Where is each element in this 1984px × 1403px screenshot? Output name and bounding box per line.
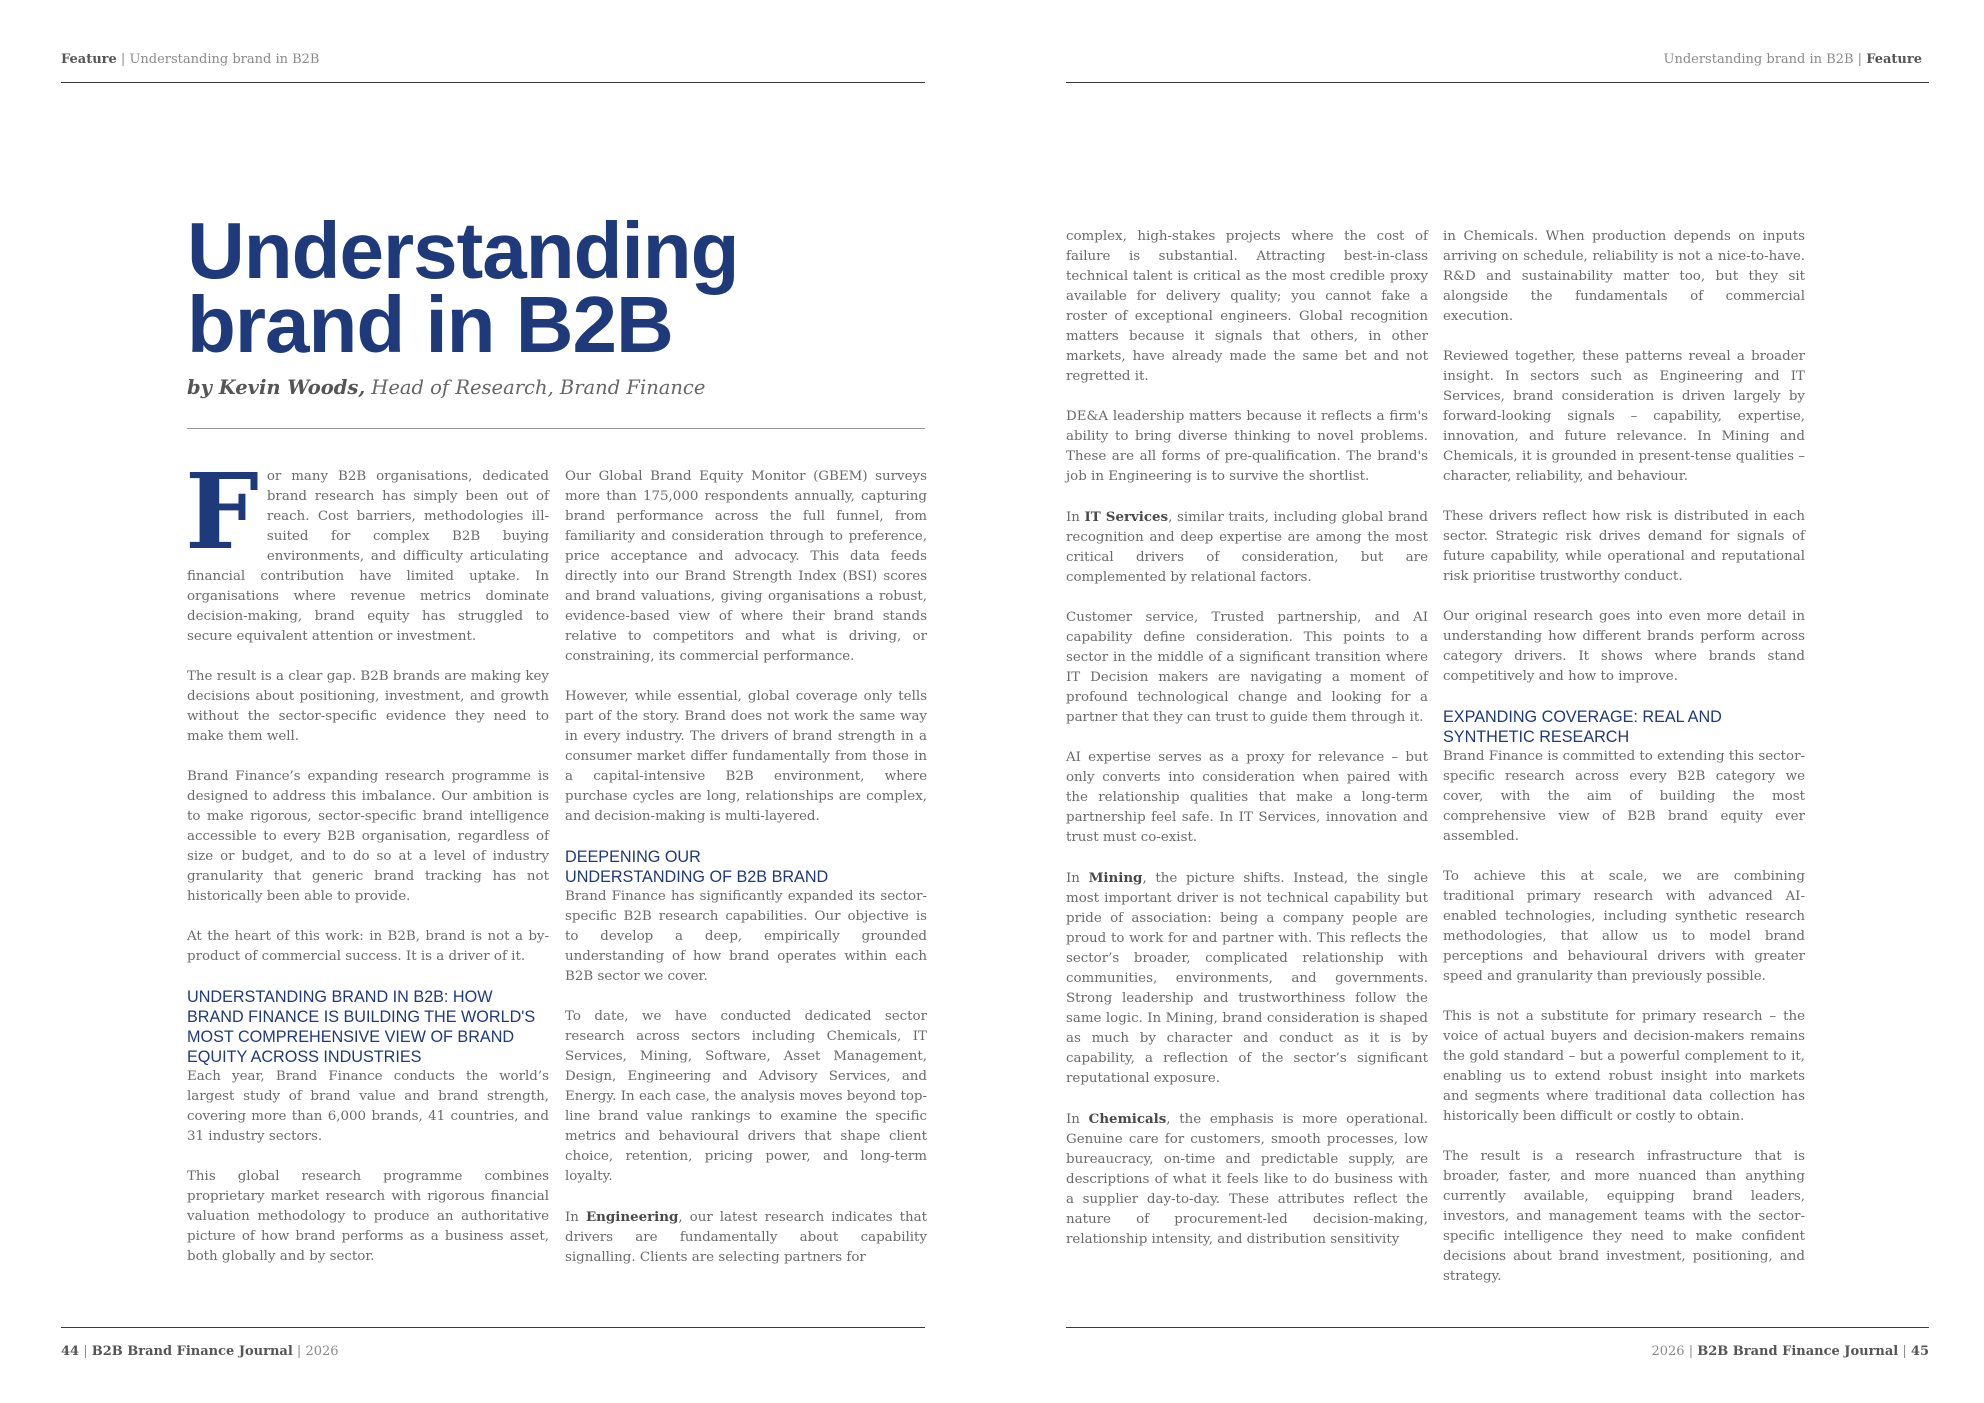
sector-name: Mining [1088, 870, 1143, 886]
paragraph: DE&A leadership matters because it reflects a firm's ability to bring diverse thinking to novel problems. These are all forms of pre-qualification. The brand's job in Engineering is to survive the shortlist. [1066, 409, 1428, 484]
page-number-left: 44 [61, 1344, 80, 1359]
paragraph: Reviewed together, these patterns reveal a broader insight. In sectors such as Engineering and IT Services, brand consideration is driven largely by forward-looking signals – capability, expertise, innovation, and future relevance. In Mining and Chemicals, it is grounded in present-tense qualities – character, reliability, and behaviour. [1443, 349, 1805, 484]
paragraph [1066, 868, 1428, 1089]
paragraph: This global research programme combines proprietary market research with rigorous financial valuation methodology to produce an authoritative picture of how brand performs as a business asset, both globally and by sector. [187, 1169, 549, 1264]
footer-right: 2026 | B2B Brand Finance Journal | 45 [1651, 1344, 1929, 1359]
paragraph: Brand Finance has significantly expanded its sector-specific B2B research capabilities. Our objective is to develop a deep, empirically grounded understanding of how brand operates within each B2B sector we cover. [565, 889, 927, 984]
paragraph-lead: In [1066, 1112, 1089, 1127]
paragraph-body: , our latest research indicates that drivers are fundamentally about capability signalling. Clients are selecting partners for [565, 1210, 928, 1265]
journal-name-right: B2B Brand Finance Journal [1697, 1344, 1899, 1359]
drop-cap: F [185, 450, 259, 573]
paragraph: complex, high-stakes projects where the cost of failure is substantial. Attracting best-in-class technical talent is critical as the most credible proxy available for delivery quality; you cannot fake a roster of exceptional engineers. Global recognition matters because it signals that others, in other markets, have already made the same bet and not regretted it. [1066, 229, 1428, 384]
paragraph: To achieve this at scale, we are combining traditional primary research with advanced AI-enabled technologies, including synthetic research methodologies, that allow us to model brand perceptions and behavioural drivers with greater speed and granularity than previously possible. [1443, 869, 1805, 984]
footer-year-right: 2026 [1651, 1344, 1685, 1359]
header-title-left: Understanding brand in B2B [129, 52, 320, 67]
section-heading-line-2: UNDERSTANDING OF B2B BRAND [565, 868, 829, 886]
paragraph: These drivers reflect how risk is distributed in each sector. Strategic risk drives demand for signals of future capability, while operational and reputational risk prioritise trustworthy conduct. [1443, 509, 1805, 584]
journal-name-left: B2B Brand Finance Journal [91, 1344, 293, 1359]
footer-left: 44 | B2B Brand Finance Journal | 2026 [61, 1344, 339, 1359]
paragraph-lead: In [565, 1210, 586, 1225]
paragraph: The result is a clear gap. B2B brands are making key decisions about positioning, investment, and growth without the sector-specific evidence they need to make them well. [187, 669, 549, 744]
title-line-2: brand in B2B [187, 280, 673, 369]
header-rule-right [1066, 82, 1929, 83]
section-heading: EXPANDING COVERAGE: REAL AND SYNTHETIC RESEARCH [1443, 708, 1722, 746]
article-title [187, 206, 787, 369]
section-heading-line-1: DEEPENING OUR [565, 848, 701, 866]
paragraph: AI expertise serves as a proxy for relevance – but only converts into consideration when paired with the relationship qualities that make a long-term partnership feel safe. In IT Services, innovation and trust must co-exist. [1066, 750, 1428, 845]
running-header-left: Feature | Understanding brand in B2B [61, 52, 320, 67]
paragraph: To date, we have conducted dedicated sector research across sectors including Chemicals, IT Services, Mining, Software, Asset Management, Design, Engineering and Advisory Services, and Energy. In each case, the analysis moves beyond top-line brand value rankings to examine the specific metrics and behavioural drivers that shape client choice, retention, pricing power, and long-term loyalty. [565, 1009, 927, 1184]
paragraph: Customer service, Trusted partnership, and AI capability define consideration. This points to a sector in the middle of a significant transition where IT Decision makers are navigating a moment of profound technological change and looking for a partner that they can trust to guide them through it. [1066, 610, 1428, 725]
byline-role: Head of Research, Brand Finance [365, 376, 706, 399]
running-header-right: Understanding brand in B2B | Feature [1663, 52, 1922, 67]
paragraph: Brand Finance is committed to extending this sector-specific research across every B2B category we cover, with the aim of building the most comprehensive view of B2B brand equity ever assembled. [1443, 749, 1805, 844]
paragraph [1066, 1109, 1428, 1250]
paragraph-body: , the picture shifts. Instead, the single most important driver is not technical capability but pride of association: being a company people are proud to work for and partner with. This reflects the sector’s broader, complicated relationship with communities, environments, and governments. Strong leadership and trustworthiness follow the same logic. In Mining, brand consideration is shaped as much by character and conduct as it is by capability, a reflection of the sector’s significant reputational exposure. [1066, 871, 1429, 1086]
article-column-1 [185, 450, 549, 1267]
section-heading: UNDERSTANDING BRAND IN B2B: HOW BRAND FINANCE IS BUILDING THE WORLD'S MOST COMPREHENSIVE VIEW OF BRAND EQUITY ACROSS INDUSTRIES [187, 988, 536, 1066]
header-section-left: Feature [61, 52, 117, 67]
paragraph: Each year, Brand Finance conducts the world’s largest study of brand value and brand strength, covering more than 6,000 brands, 41 countries, and 31 industry sectors. [187, 1069, 549, 1144]
intro-paragraph [185, 450, 549, 647]
paragraph-lead: In [1066, 510, 1085, 525]
footer-rule-right [1066, 1327, 1929, 1328]
byline [187, 376, 927, 399]
paragraph: This is not a substitute for primary research – the voice of actual buyers and decision-makers remains the gold standard – but a powerful complement to it, enabling us to extend robust insight into markets and segments where traditional data collection has historically been difficult or costly to obtain. [1443, 1009, 1805, 1124]
sector-name: Chemicals [1088, 1111, 1167, 1127]
sector-name: IT Services [1084, 509, 1169, 525]
page-number-right: 45 [1910, 1344, 1929, 1359]
paragraph: in Chemicals. When production depends on inputs arriving on schedule, reliability is not a nice-to-have. R&D and sustainability matter too, but they sit alongside the fundamentals of commercial execution. [1443, 229, 1805, 324]
footer-rule-left [61, 1327, 925, 1328]
article-column-4 [1443, 227, 1805, 1287]
paragraph: At the heart of this work: in B2B, brand is not a by-product of commercial success. It is a driver of it. [187, 929, 549, 964]
paragraph: The result is a research infrastructure that is broader, faster, and more nuanced than anything currently available, equipping brand leaders, investors, and management teams with the sector-specific intelligence they need to make confident decisions about brand investment, positioning, and strategy. [1443, 1149, 1805, 1284]
header-section-right: Feature [1866, 52, 1922, 67]
paragraph [1066, 507, 1428, 588]
title-line-1: Understanding [187, 206, 739, 295]
paragraph: Brand Finance’s expanding research programme is designed to address this imbalance. Our ambition is to make rigorous, sector-specific brand intelligence accessible to every B2B organisation, regardless of size or budget, and to do so at a level of industry granularity that generic brand tracking has not historically been able to provide. [187, 769, 549, 904]
article-column-3 [1066, 227, 1428, 1250]
footer-year-left: 2026 [305, 1344, 339, 1359]
byline-author: by Kevin Woods, [187, 376, 366, 399]
paragraph-lead: In [1066, 871, 1089, 886]
paragraph: Our original research goes into even more detail in understanding how different brands perform across category drivers. It shows where brands stand competitively and how to improve. [1443, 609, 1805, 684]
article-column-2 [565, 467, 927, 1268]
header-title-right: Understanding brand in B2B [1663, 52, 1854, 67]
paragraph [565, 1207, 927, 1268]
header-rule-left [61, 82, 925, 83]
paragraph-body: , the emphasis is more operational. Genuine care for customers, smooth processes, low bureaucracy, on-time and predictable supply, are descriptions of what it feels like to do business with a supplier day-to-day. These attributes reflect the nature of procurement-led decision-making, relationship intensity, and distribution sensitivity [1066, 1112, 1429, 1247]
intro-text: or many B2B organisations, dedicated brand research has simply been out of reach. Cost barriers, methodologies ill-suited for complex B2B buying environments, and difficulty articulating financial contribution have limited uptake. In organisations where revenue metrics dominate decision-making, brand equity has struggled to secure equivalent attention or investment. [187, 469, 549, 644]
section-heading [565, 847, 927, 887]
paragraph: Our Global Brand Equity Monitor (GBEM) surveys more than 175,000 respondents annually, capturing brand performance across the full funnel, from familiarity and consideration through to preference, price acceptance and advocacy. This data feeds directly into our Brand Strength Index (BSI) scores and brand valuations, giving organisations a robust, evidence-based view of where their brand stands relative to competitors and what is driving, or constraining, its commercial performance. [565, 469, 927, 664]
paragraph: However, while essential, global coverage only tells part of the story. Brand does not work the same way in every industry. The drivers of brand strength in a consumer market differ fundamentally from those in a capital-intensive B2B environment, where purchase cycles are long, relationships are complex, and decision-making is multi-layered. [565, 689, 927, 824]
paragraph-body: , similar traits, including global brand recognition and deep expertise are among the most critical drivers of consideration, but are complemented by relational factors. [1066, 510, 1429, 585]
sector-name: Engineering [585, 1209, 679, 1225]
title-rule [187, 428, 925, 429]
